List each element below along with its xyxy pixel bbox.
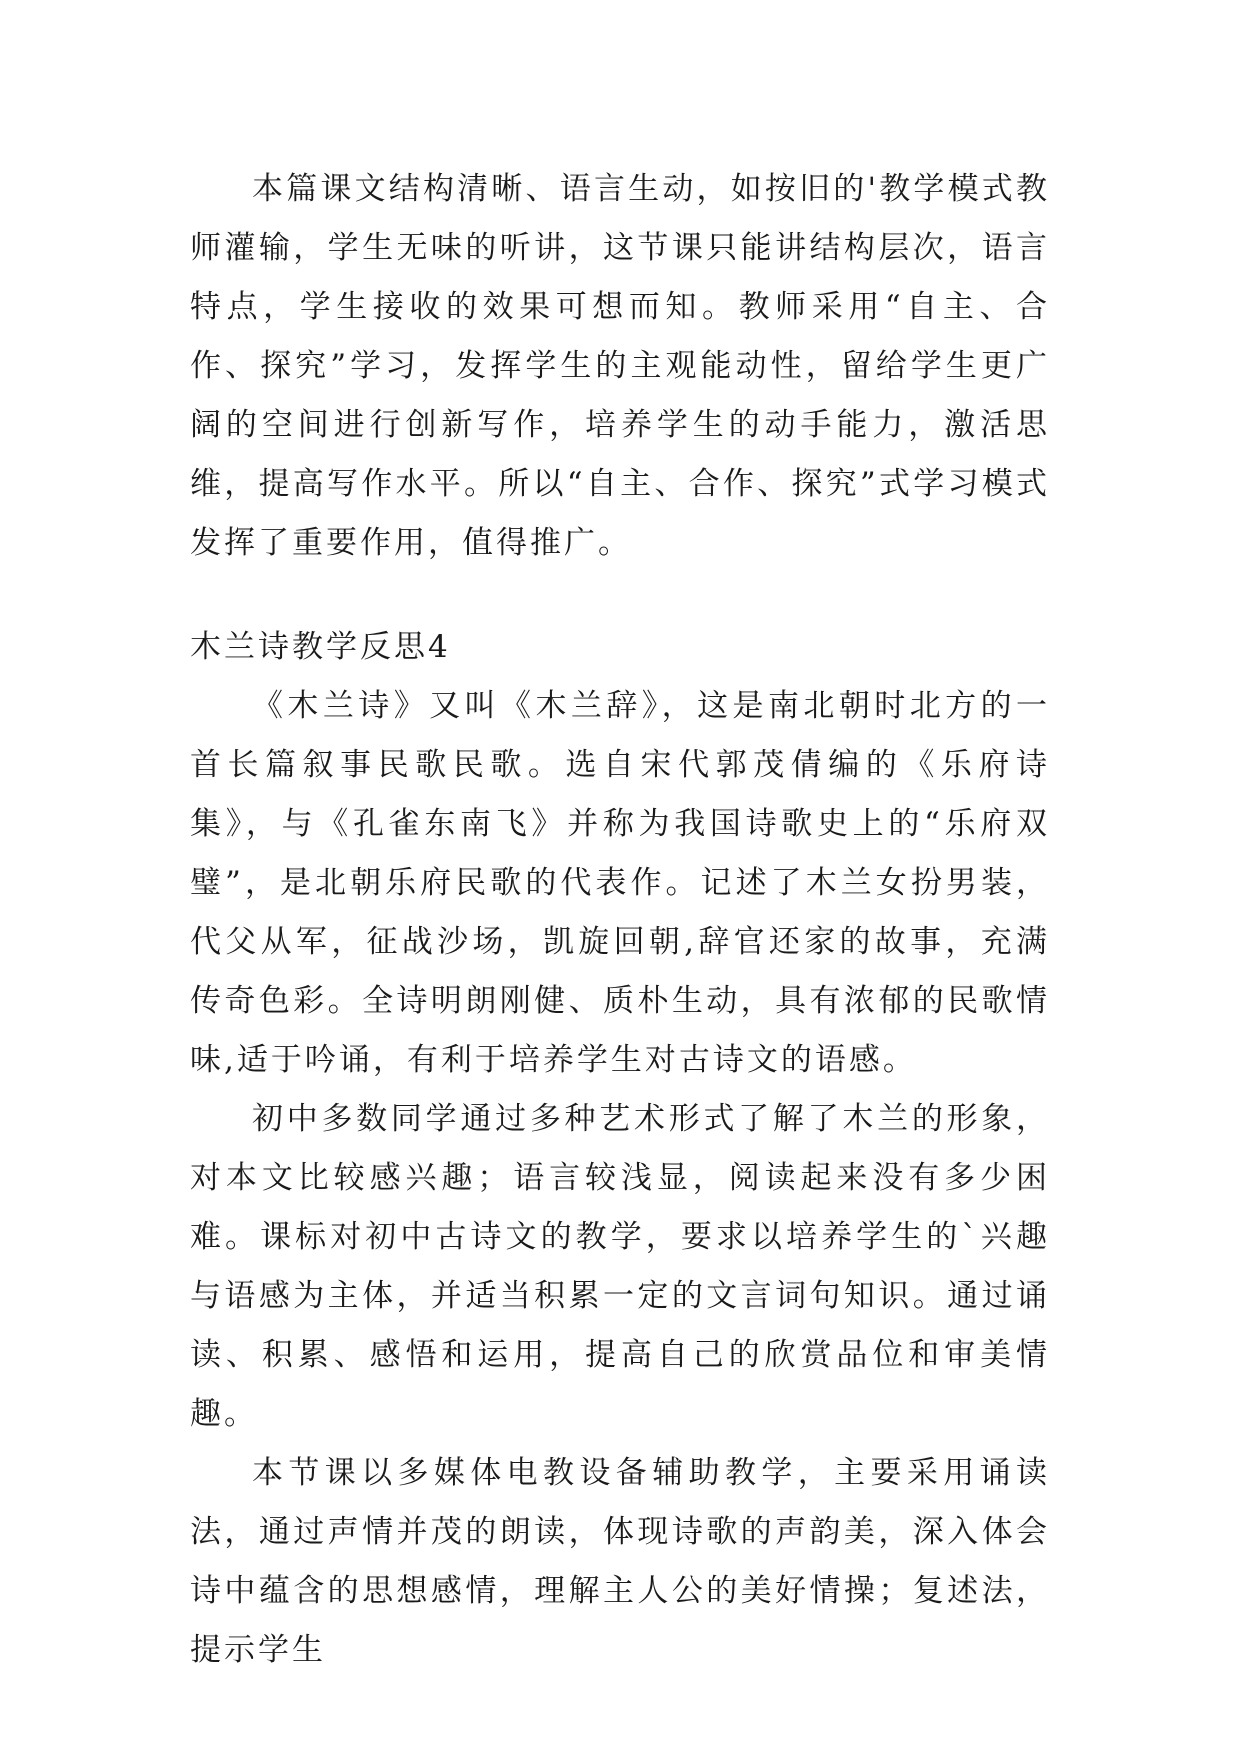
paragraph-2: 《木兰诗》又叫《木兰辞》，这是南北朝时北方的一首长篇叙事民歌民歌。选自宋代郭茂倩编的《乐府诗集》，与《孔雀东南飞》并称为我国诗歌史上的“乐府双璧”，是北朝乐府民歌的代表作。记述了木兰女扮男装，代父从军，征战沙场，凯旋回朝,辞官还家的故事，充满传奇色彩。全诗明朗刚健、质朴生动，具有浓郁的民歌情味,适于吟诵，有利于培养学生对古诗文的语感。: [190, 688, 1050, 1078]
paragraph-4: 本节课以多媒体电教设备辅助教学，主要采用诵读法，通过声情并茂的朗读，体现诗歌的声韵美，深入体会诗中蕴含的思想感情，理解主人公的美好情操；复述法，提示学生: [190, 1455, 1050, 1668]
paragraph-1: 本篇课文结构清晰、语言生动，如按旧的'教学模式教师灌输，学生无味的听讲，这节课只能讲结构层次，语言特点，学生接收的效果可想而知。教师采用“自主、合作、探究”学习，发挥学生的主观能动性，留给学生更广阔的空间进行创新写作，培养学生的动手能力，激活思维，提高写作水平。所以“自主、合作、探究”式学习模式发挥了重要作用，值得推广。: [190, 171, 1050, 561]
paragraph-3: 初中多数同学通过多种艺术形式了解了木兰的形象，对本文比较感兴趣；语言较浅显，阅读起来没有多少困难。课标对初中古诗文的教学，要求以培养学生的`兴趣与语感为主体，并适当积累一定的文言词句知识。通过诵读、积累、感悟和运用，提高自己的欣赏品位和审美情趣。: [190, 1101, 1050, 1432]
document-page: [190, 160, 1050, 1680]
section-title: 木兰诗教学反思4: [190, 629, 451, 665]
